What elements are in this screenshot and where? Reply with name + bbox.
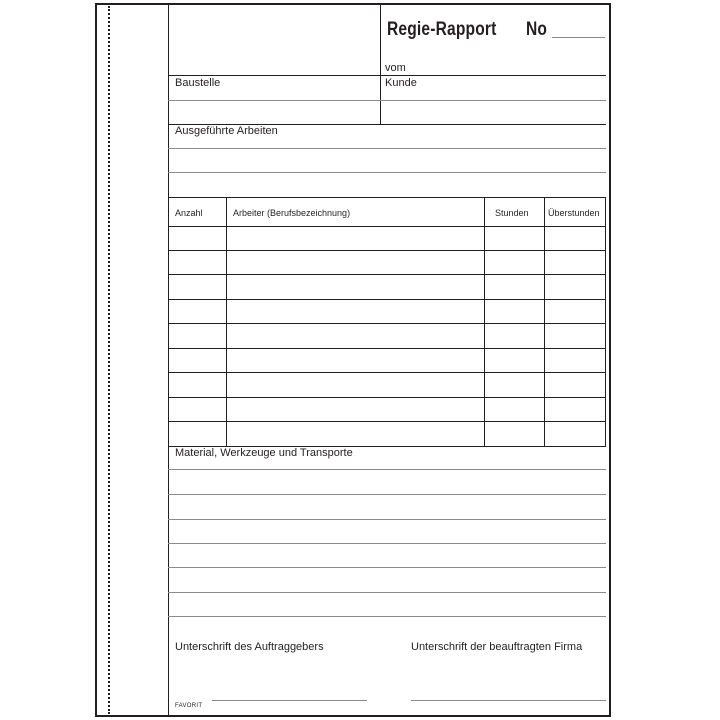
- material-line-7[interactable]: [168, 616, 606, 617]
- col-header-worker: Arbeiter (Berufsbezeichnung): [233, 208, 351, 218]
- table-right-border: [605, 197, 606, 446]
- col-header-overtime: Überstunden: [548, 208, 600, 218]
- table-row-line[interactable]: [168, 299, 606, 300]
- table-col-divider-2: [484, 197, 485, 446]
- table-col-divider-3: [544, 197, 545, 446]
- regie-rapport-form: [95, 3, 611, 717]
- material-line-6[interactable]: [168, 592, 606, 593]
- form-title: Regie-Rapport: [387, 19, 497, 40]
- date-label: vom: [385, 62, 406, 74]
- firm-signature-line[interactable]: [411, 700, 606, 701]
- table-row-line[interactable]: [168, 274, 606, 275]
- table-row-line[interactable]: [168, 421, 606, 422]
- material-line-3[interactable]: [168, 519, 606, 520]
- number-field[interactable]: [552, 37, 605, 38]
- work-line-1[interactable]: [168, 148, 606, 149]
- table-header-rule: [168, 226, 606, 227]
- col-header-count: Anzahl: [175, 208, 203, 218]
- col-header-hours: Stunden: [495, 208, 529, 218]
- firm-signature-label: Unterschrift der beauftragten Firma: [411, 641, 583, 653]
- material-line-5[interactable]: [168, 567, 606, 568]
- client-signature-label: Unterschrift des Auftraggebers: [175, 641, 324, 653]
- table-row-line[interactable]: [168, 372, 606, 373]
- work-label: Ausgeführte Arbeiten: [175, 125, 278, 137]
- table-row-line[interactable]: [168, 397, 606, 398]
- header-divider: [380, 3, 381, 124]
- client-signature-line[interactable]: [212, 700, 367, 701]
- material-label: Material, Werkzeuge und Transporte: [175, 447, 353, 459]
- header-bottom-rule: [168, 75, 606, 76]
- material-line-1[interactable]: [168, 469, 606, 470]
- table-row-line[interactable]: [168, 250, 606, 251]
- number-label: No: [526, 19, 548, 40]
- table-row-line[interactable]: [168, 323, 606, 324]
- form-left-rule: [168, 3, 169, 717]
- work-line-2[interactable]: [168, 172, 606, 173]
- customer-label: Kunde: [385, 77, 417, 89]
- material-line-4[interactable]: [168, 543, 606, 544]
- table-col-divider-1: [226, 197, 227, 446]
- brand-mark: FAVORIT: [175, 703, 203, 709]
- customer-field-line[interactable]: [380, 100, 606, 101]
- perforation-line: [108, 6, 110, 714]
- table-top-rule: [168, 197, 606, 198]
- site-field-line[interactable]: [168, 100, 380, 101]
- site-label: Baustelle: [175, 77, 221, 89]
- table-row-line[interactable]: [168, 348, 606, 349]
- material-line-2[interactable]: [168, 494, 606, 495]
